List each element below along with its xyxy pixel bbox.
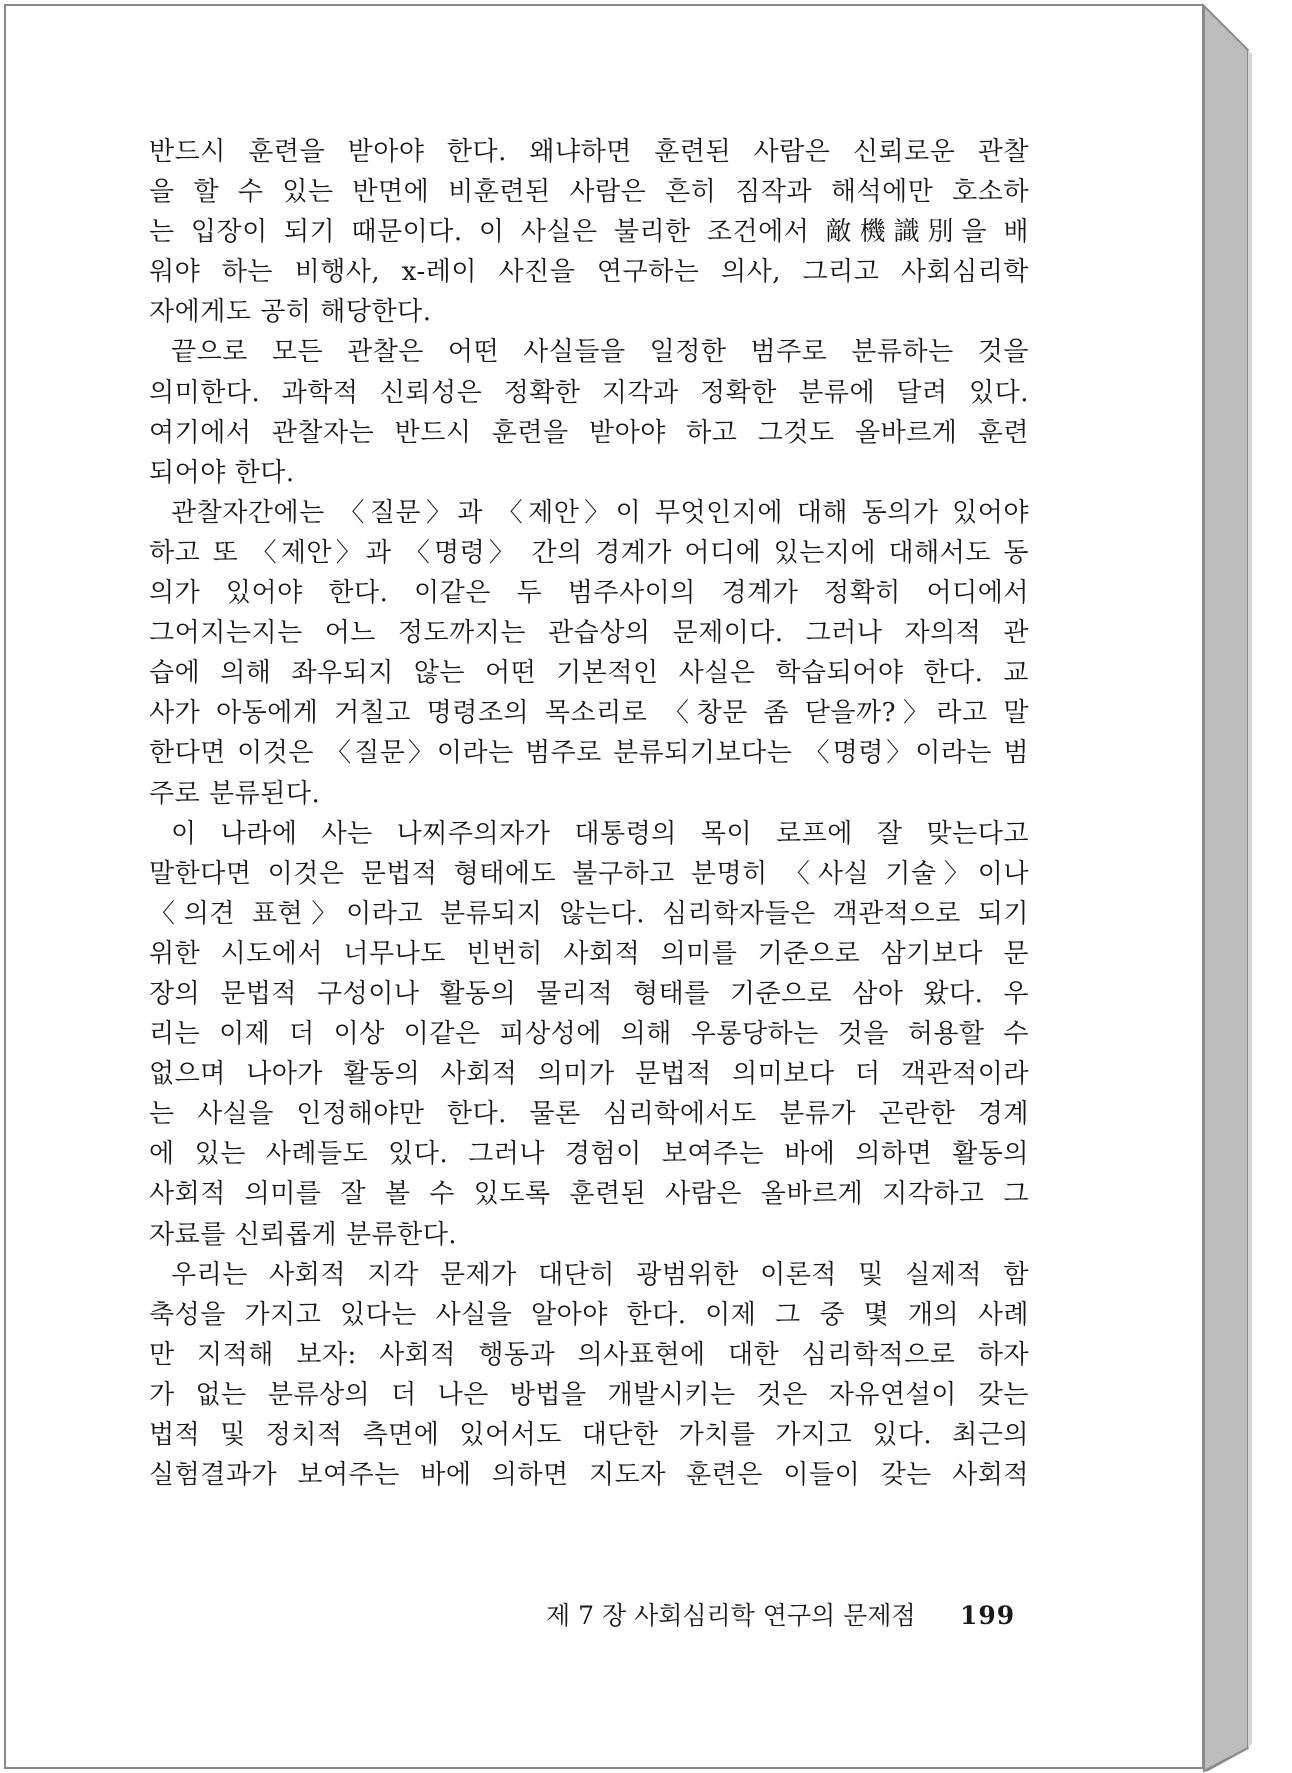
text-line: 에 있는 사례들도 있다. 그러나 경험이 보여주는 바에 의하면 활동의 [149,1139,1029,1170]
book-page [4,4,1204,1769]
text-line: 하고 또 〈제안〉과 〈명령〉 간의 경계가 어디에 있는지에 대해서도 동 [149,537,1029,568]
text-line: 만 지적해 보자: 사회적 행동과 의사표현에 대한 심리학적으로 하자 [149,1339,1029,1370]
text-line: 실험결과가 보여주는 바에 의하면 지도자 훈련은 이들이 갖는 사회적 [149,1460,1029,1491]
text-line: 리는 이제 더 이상 이같은 피상성에 의해 우롱당하는 것을 허용할 수 [149,1019,1029,1050]
chapter-title: 제 7 장 사회심리학 연구의 문제점 [546,1601,916,1630]
text-line: 워야 하는 비행사, x-레이 사진을 연구하는 의사, 그리고 사회심리학 [149,257,1029,288]
text-line: 되어야 한다. [149,457,295,488]
text-line: 말한다면 이것은 문법적 형태에도 불구하고 분명히 〈사실 기술〉이나 [149,858,1029,889]
text-line: 그어지는지는 어느 정도까지는 관습상의 문제이다. 그러나 자의적 관 [149,618,1029,649]
text-line: 자료를 신뢰롭게 분류한다. [149,1219,458,1250]
text-line: 위한 시도에서 너무나도 빈번히 사회적 의미를 기준으로 삼기보다 문 [149,938,1029,969]
text-line: 는 입장이 되기 때문이다. 이 사실은 불리한 조건에서 敵機識別을 배 [149,217,1029,248]
text-line: 장의 문법적 구성이나 활동의 물리적 형태를 기준으로 삼아 왔다. 우 [149,978,1029,1009]
text-line: 자에게도 공히 해당한다. [149,297,432,328]
text-line: 관찰자간에는 〈질문〉과 〈제안〉이 무엇인지에 대해 동의가 있어야 [171,497,1029,528]
text-line: 없으며 나아가 활동의 사회적 의미가 문법적 의미보다 더 객관적이라 [149,1059,1029,1090]
text-line: 사가 아동에게 거칠고 명령조의 목소리로 〈창문 좀 닫을까?〉라고 말 [149,698,1029,729]
text-line: 축성을 가지고 있다는 사실을 알아야 한다. 이제 그 중 몇 개의 사례 [149,1299,1029,1330]
page-footer [546,1596,1016,1636]
text-line: 우리는 사회적 지각 문제가 대단히 광범위한 이론적 및 실제적 함 [171,1259,1029,1290]
text-line: 가 없는 분류상의 더 나은 방법을 개발시키는 것은 자유연설이 갖는 [149,1379,1029,1410]
text-line: 는 사실을 인정해야만 한다. 물론 심리학에서도 분류가 곤란한 경계 [149,1099,1029,1130]
text-line: 〈의견 표현〉이라고 분류되지 않는다. 심리학자들은 객관적으로 되기 [149,898,1029,929]
text-line: 의미한다. 과학적 신뢰성은 정확한 지각과 정확한 분류에 달려 있다. [149,377,1029,408]
text-line: 습에 의해 좌우되지 않는 어떤 기본적인 사실은 학습되어야 한다. 교 [149,658,1029,689]
text-line: 을 할 수 있는 반면에 비훈련된 사람은 흔히 짐작과 해석에만 호소하 [149,177,1029,208]
text-line: 반드시 훈련을 받아야 한다. 왜냐하면 훈련된 사람은 신뢰로운 관찰 [149,137,1029,167]
text-line: 여기에서 관찰자는 반드시 훈련을 받아야 하고 그것도 올바르게 훈련 [149,417,1029,448]
text-line: 의가 있어야 한다. 이같은 두 범주사이의 경계가 정확히 어디에서 [149,578,1029,609]
text-line: 사회적 의미를 잘 볼 수 있도록 훈련된 사람은 올바르게 지각하고 그 [149,1179,1029,1210]
page-number: 199 [960,1601,1016,1630]
text-line: 법적 및 정치적 측면에 있어서도 대단한 가치를 가지고 있다. 최근의 [149,1420,1029,1450]
text-line: 한다면 이것은 〈질문〉이라는 범주로 분류되기보다는 〈명령〉이라는 범 [149,738,1029,769]
text-line: 이 나라에 사는 나찌주의자가 대통령의 목이 로프에 잘 맞는다고 [171,818,1029,849]
text-line: 끝으로 모든 관찰은 어떤 사실들을 일정한 범주로 분류하는 것을 [171,337,1029,368]
text-line: 주로 분류된다. [149,778,321,809]
page-body-text [149,132,1029,1495]
